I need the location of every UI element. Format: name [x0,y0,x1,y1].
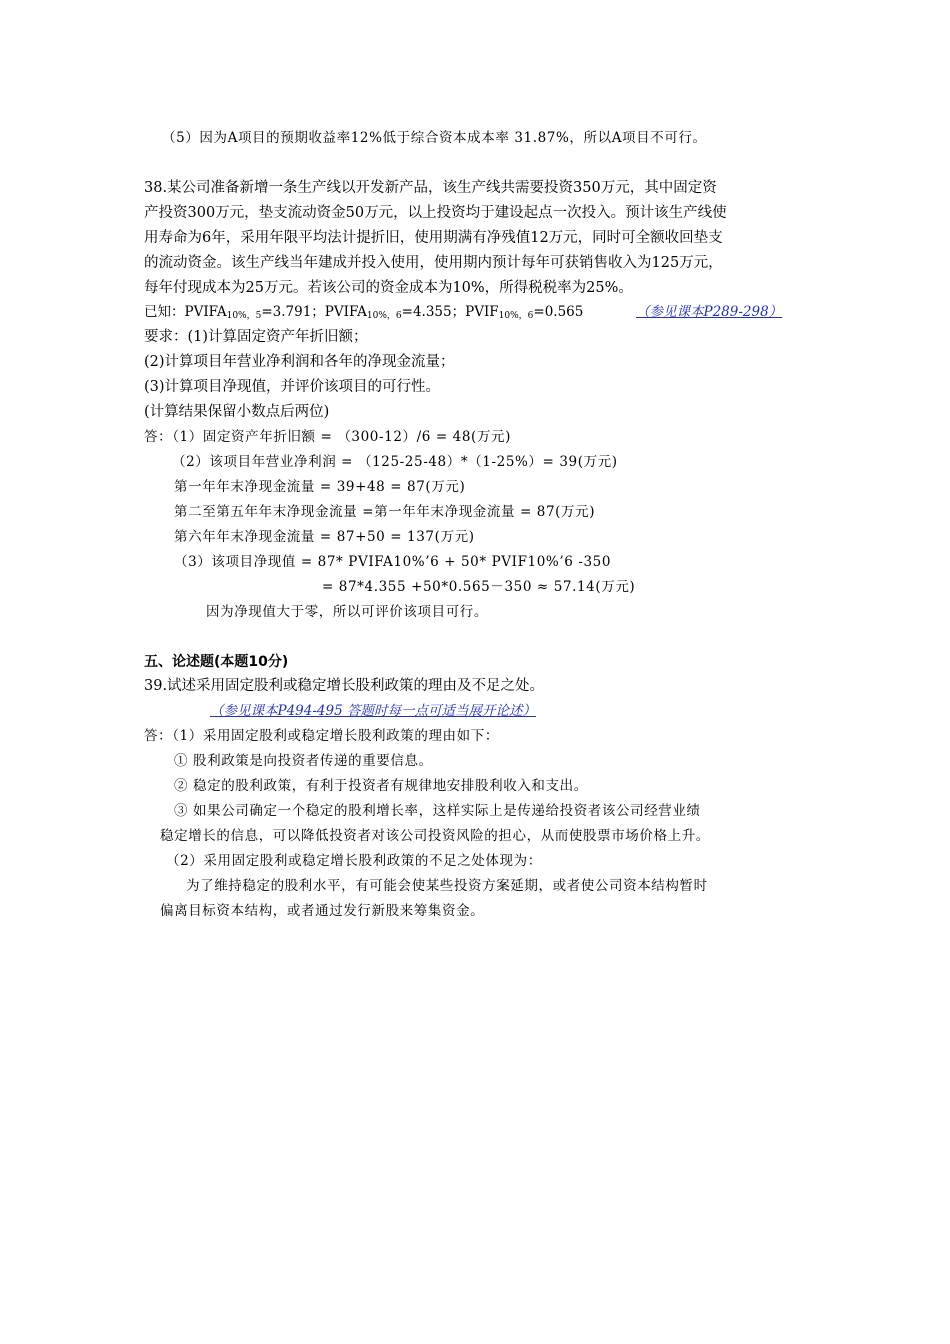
question-38-line-3: 用寿命为6年，采用年限平均法计提折旧，使用期满有净残值12万元，同时可全额收回垫支 [144,230,723,246]
answer-38-line-2: （2）该项目年营业净利润 = （125-25-48）*（1-25%）= 39(万元) [172,454,618,470]
answer-38-line-7: = 87*4.355 +50*0.565－350 ≈ 57.14(万元) [322,579,636,595]
answer-39-line-4: ③ 如果公司确定一个稳定的股利增长率，这样实际上是传递给投资者该公司经营业绩 [174,803,701,819]
requirement-note: (计算结果保留小数点后两位) [144,404,330,420]
question-38-line-4: 的流动资金。该生产线当年建成并投入使用，使用期内预计每年可获销售收入为125万元， [144,255,723,271]
answer-38-line-3: 第一年年末净现金流量 = 39+48 = 87(万元) [174,479,466,495]
answer-39-line-3: ② 稳定的股利政策，有利于投资者有规律地安排股利收入和支出。 [174,778,588,794]
answer-38-line-6: （3）该项目净现值 = 87* PVIFA10%’6 + 50* PVIF10%’6 -350 [174,554,612,570]
reference-link-38[interactable]: （参见课本P289-298） [636,304,783,320]
question-38-line-1: 38.某公司准备新增一条生产线以开发新产品，该生产线共需要投资350万元，其中固定资 [144,180,717,196]
section-5-heading: 五、论述题(本题10分) [144,654,289,670]
answer-39-line-5: 稳定增长的信息，可以降低投资者对该公司投资风险的担心，从而使股票市场价格上升。 [160,828,710,844]
requirement-2: (2)计算项目年营业净利润和各年的净现金流量； [144,354,455,370]
question-38-line-5: 每年付现成本为25万元。若该公司的资金成本为10%，所得税税率为25%。 [144,280,633,296]
requirement-1: 要求：(1)计算固定资产年折旧额； [144,329,368,345]
answer-38-line-8: 因为净现值大于零，所以可评价该项目可行。 [206,604,488,620]
known-values: 已知：$PVIFA_{10\%,5}=3.791$；$PVIFA_{10\%,6}=4.355$；$PVIF_{10\%,6}=0.565$ [144,304,584,321]
answer-37-line-5: （5）因为A项目的预期收益率12%低于综合资本成本率 31.87%，所以A项目不可行。 [162,130,707,146]
reference-link-39[interactable]: （参见课本P494-495 答题时每一点可适当展开论述） [210,703,536,719]
answer-38-line-5: 第六年年末净现金流量 = 87+50 = 137(万元) [174,529,475,545]
answer-39-line-6: （2）采用固定股利或稳定增长股利政策的不足之处体现为： [166,853,542,869]
answer-38-line-1: 答：（1）固定资产年折旧额 = （300-12）/6 = 48(万元) [144,429,511,445]
answer-39-line-2: ① 股利政策是向投资者传递的重要信息。 [174,753,433,769]
answer-39-line-7: 为了维持稳定的股利水平，有可能会使某些投资方案延期，或者使公司资本结构暂时 [186,878,708,894]
answer-38-line-4: 第二至第五年年末净现金流量 =第一年年末净现金流量 = 87(万元) [174,504,596,520]
requirement-3: (3)计算项目净现值，并评价该项目的可行性。 [144,379,441,395]
answer-39-line-1: 答：（1）采用固定股利或稳定增长股利政策的理由如下： [144,728,499,744]
question-39: 39.试述采用固定股利或稳定增长股利政策的理由及不足之处。 [144,678,545,694]
question-38-line-2: 产投资300万元，垫支流动资金50万元，以上投资均于建设起点一次投入。预计该生产线使 [144,205,727,221]
answer-39-line-8: 偏离目标资本结构，或者通过发行新股来筹集资金。 [160,903,485,919]
